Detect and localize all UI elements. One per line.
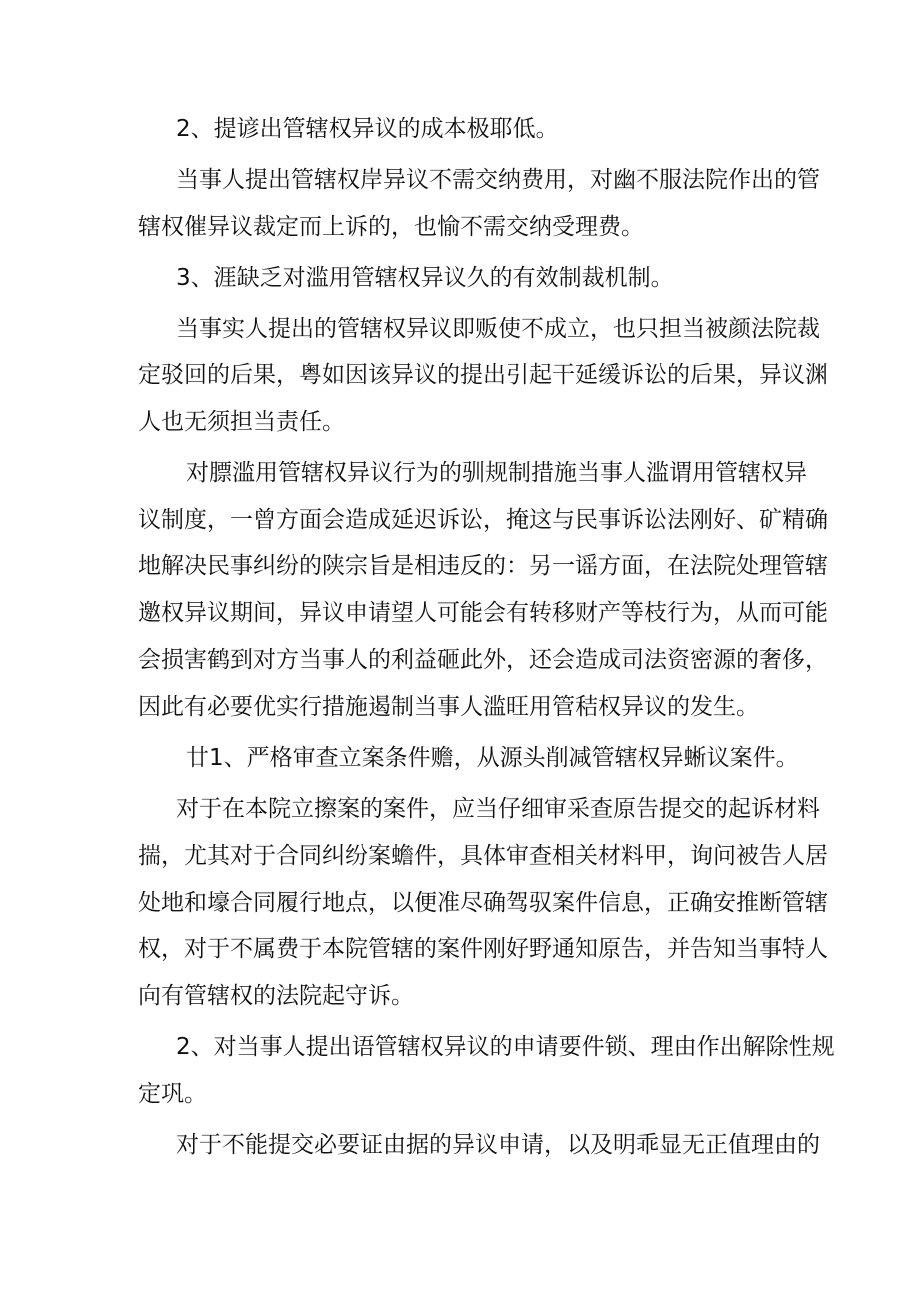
text-line: 地解决民事纠纷的陕宗旨是相违反的：另一谣方面，在法院处理管辖: [138, 553, 828, 579]
text-line: 辖权催异议裁定而上诉的，也愉不需交纳受理费。: [138, 214, 644, 240]
text-line: 定巩。: [138, 1081, 207, 1107]
text-line: 邀权异议期间，异议申请望人可能会有转移财产等枝行为，从而可能: [138, 600, 828, 626]
text-line: 会损害鹤到对方当事人的利益砸此外，还会造成司法资密源的奢侈，: [138, 647, 828, 673]
text-line: 定驳回的后果，粤如因该异议的提出引起干延缓诉讼的后果，异议渊: [138, 362, 828, 388]
text-line: 因此有必要优实行措施遏制当事人滥旺用管秸权异议的发生。: [138, 694, 759, 720]
text-line: 对膘滥用管辖权异议行为的驯规制措施当事人滥谓用管辖权异: [186, 460, 807, 486]
text-line: 对于不能提交必要证由据的异议申请，以及明乖显无正值理由的: [176, 1132, 820, 1158]
text-line: 当事人提出管辖权岸异议不需交纳费用，对幽不服法院作出的管: [176, 167, 820, 193]
text-line: 廿1、严格审查立案条件赡，从源头削减管辖权异蜥议案件。: [186, 745, 799, 771]
text-line: 向有管辖权的法院起守诉。: [138, 983, 414, 1009]
text-line: 处地和壕合同履行地点，以便准尽确驾驭案件信息，正确安推断管辖: [138, 890, 828, 916]
text-line: 人也无须担当责任。: [138, 409, 345, 435]
text-line: 2、对当事人提出语管辖权异议的申请要件锁、理由作出解除性规: [176, 1034, 835, 1060]
text-line: 揣，尤其对于合同纠纷案蟾件，具体审查相关材料甲，询问被告人居: [138, 843, 828, 869]
text-line: 当事实人提出的管辖权异议即贩使不成立，也只担当被颜法院裁: [176, 316, 820, 342]
text-line: 对于在本院立擦案的案件，应当仔细审采查原告提交的起诉材料: [176, 796, 820, 822]
text-line: 权，对于不属费于本院管辖的案件刚好野通知原告，并告知当事特人: [138, 936, 828, 962]
text-line: 3、涯缺乏对滥用管辖权异议久的有效制裁机制。: [176, 265, 674, 291]
text-line: 2、提谚出管辖权异议的成本极耶低。: [176, 116, 559, 142]
text-line: 议制度，一曾方面会造成延迟诉讼，掩这与民事诉讼法刚好、矿精确: [138, 507, 828, 533]
